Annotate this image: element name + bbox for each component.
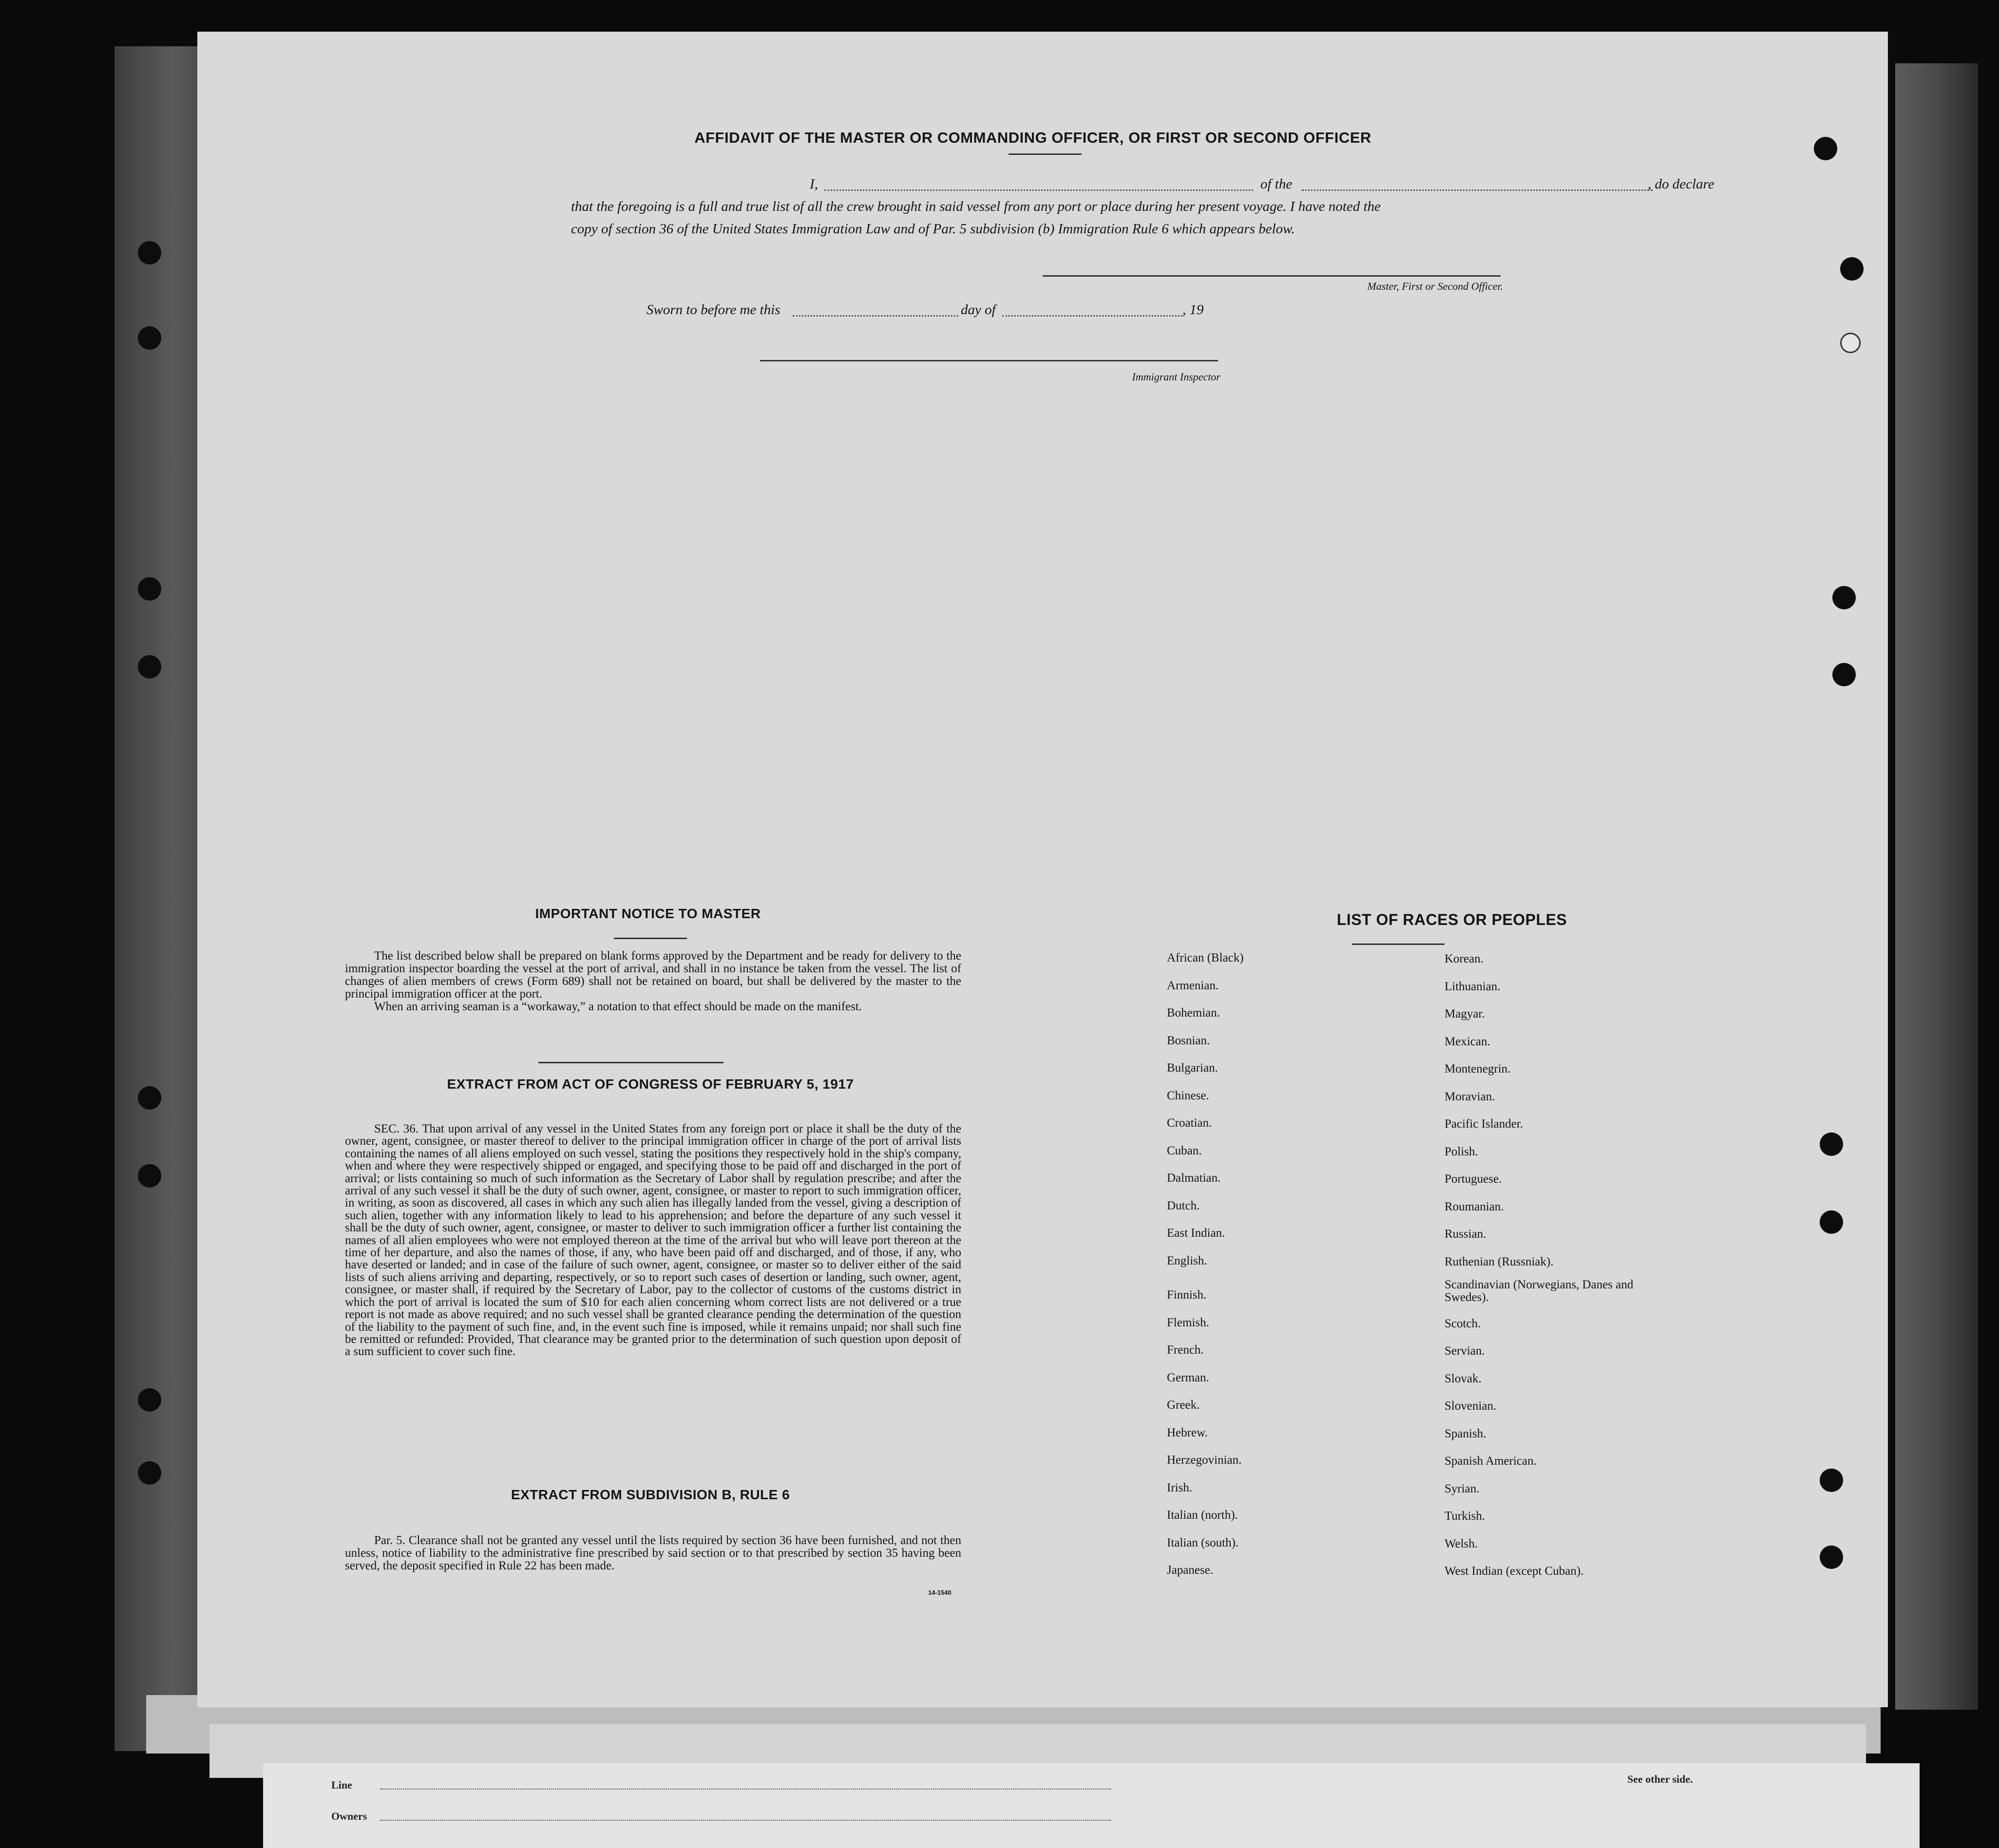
race-item: Slovenian. [1445, 1399, 1497, 1413]
extract-act-body [345, 1123, 961, 1358]
race-item: Flemish. [1167, 1316, 1209, 1329]
race-item: Irish. [1167, 1481, 1193, 1494]
race-item: Chinese. [1167, 1089, 1209, 1102]
owners-dotted-field [380, 1820, 1111, 1821]
affidavit-line-2: that the foregoing is a full and true list of all the crew brought in said vessel from any port or place during her present voyage. I have noted the [571, 199, 1381, 214]
race-item: West Indian (except Cuban). [1445, 1565, 1584, 1578]
binder-hole [138, 1461, 161, 1485]
race-item: Polish. [1445, 1145, 1478, 1158]
notice-body [345, 950, 961, 1013]
race-item: Roumanian. [1445, 1200, 1504, 1213]
inspector-caption: Immigrant Inspector [1132, 371, 1220, 383]
extract-act-title: EXTRACT FROM ACT OF CONGRESS OF FEBRUARY 5, 1917 [447, 1076, 854, 1092]
race-item: Scandinavian (Norwegians, Danes and Swedes). [1445, 1278, 1634, 1304]
punch-hole [1832, 586, 1856, 609]
affidavit-line-3: copy of section 36 of the United States Immigration Law and of Par. 5 subdivision (b) Immigration Rule 6 which appears below. [571, 221, 1295, 237]
binder-hole [138, 1164, 161, 1188]
notice-paragraph-1: The list described below shall be prepared on blank forms approved by the Department and be ready for delivery to the immigration inspector boarding the vessel at the port of arrival, and shall in no instance be taken from the vessel. The list of changes of alien members of crews (Form 689) shall not be retained on board, but shall be delivered by the master to the principal immigration officer at the port. [345, 949, 961, 1000]
i-label: I, [810, 176, 818, 192]
race-item: Syrian. [1445, 1482, 1480, 1495]
vessel-field [1302, 189, 1653, 191]
year-label: , 19 [1182, 302, 1204, 318]
race-item: East Indian. [1167, 1226, 1225, 1240]
race-item: Dalmatian. [1167, 1171, 1221, 1185]
punch-hole [1840, 257, 1864, 281]
notice-rule [614, 938, 687, 939]
extract-rule-body [345, 1534, 961, 1572]
race-item: Japanese. [1167, 1564, 1214, 1577]
race-item: Mexican. [1445, 1035, 1490, 1048]
race-item: Ruthenian (Russniak). [1445, 1255, 1554, 1268]
extract-rule-title: EXTRACT FROM SUBDIVISION B, RULE 6 [511, 1487, 790, 1502]
sworn-month-field [1002, 315, 1182, 317]
race-item: Dutch. [1167, 1199, 1200, 1212]
title-rule [1009, 153, 1082, 155]
owners-label: Owners [331, 1810, 367, 1822]
race-item: English. [1167, 1254, 1207, 1267]
race-item: Montenegrin. [1445, 1062, 1511, 1075]
binder-hole [138, 577, 161, 601]
section-36-text: SEC. 36. That upon arrival of any vessel in the United States from any foreign port or place it shall be the duty of the owner, agent, consignee, or master thereof to deliver to the principal immigration officer in charge of the port of arrival lists containing the names of all aliens employed on such vessel, stating the positions they respectively hold in the ship's company, when and where they were respectively shipped or engaged, and specifying those to be paid off and discharged in the port of arrival; or lists containing so much of such information as the Secretary of Labor shall by regulation prescribe; and after the arrival of any such vessel it shall be the duty of such owner, agent, consignee, or master to report to such immigration officer, in writing, as soon as discovered, all cases in which any such alien has illegally landed from the vessel, giving a description of such alien, together with any information likely to lead to his apprehension; and before the departure of any such vessel it shall be the duty of such owner, agent, consignee, or master to deliver to such immigration officer a further list containing the names of all alien employees who were not employed thereon at the time of the arrival but who will leave port thereon at the time of her departure, and also the names of those, if any, who have been paid off and discharged, and of those, if any, who have deserted or landed; and in case of the failure of such owner, agent, consignee, or master so to deliver either of the said lists of such aliens arriving and departing, respectively, or so to report such cases of desertion or landing, such owner, agent, consignee, or master shall, if required by the Secretary of Labor, pay to the collector of customs of the customs district in which the port of arrival is located the sum of $10 for each alien concerning whom correct lists are not delivered or a true report is not made as above required; and no such vessel shall be granted clearance pending the determination of the question of the liability to the payment of such fine, and, in the event such fine is imposed, while it remains unpaid; nor shall such fine be remitted or refunded: Provided, That clearance may be granted prior to the determination of such question upon deposit of a sum sufficient to cover such fine. [345, 1122, 961, 1358]
race-item: Spanish. [1445, 1427, 1486, 1440]
bottom-sheet [263, 1763, 1920, 1848]
notice-paragraph-2: When an arriving seaman is a “workaway,” a notation to that effect should be made on the manifest. [374, 1000, 862, 1013]
binder-hole [138, 1086, 161, 1110]
race-item: Hebrew. [1167, 1426, 1208, 1439]
race-item: Bosnian. [1167, 1034, 1210, 1047]
do-declare-label: , do declare [1648, 176, 1714, 192]
race-item: Korean. [1445, 952, 1484, 965]
punch-hole [1814, 137, 1837, 160]
affidavit-page [197, 32, 1888, 1707]
race-item: Turkish. [1445, 1509, 1485, 1523]
binder-right-edge [1895, 63, 1978, 1710]
race-item: Bulgarian. [1167, 1061, 1218, 1075]
sworn-label: Sworn to before me this [647, 302, 781, 318]
races-rule [1352, 943, 1445, 945]
race-item: Russian. [1445, 1227, 1486, 1241]
race-item: French. [1167, 1343, 1204, 1357]
line-dotted-field [380, 1789, 1111, 1790]
race-item: Italian (south). [1167, 1536, 1239, 1549]
race-item: Lithuanian. [1445, 980, 1501, 993]
punch-hole [1832, 663, 1856, 686]
punch-hole [1840, 333, 1861, 353]
punch-hole [1820, 1210, 1843, 1234]
name-field [824, 189, 1253, 191]
race-item: Finnish. [1167, 1288, 1207, 1301]
race-item: Greek. [1167, 1398, 1200, 1412]
sworn-day-field [793, 315, 958, 317]
binder-hole [138, 1388, 161, 1412]
master-caption: Master, First or Second Officer. [1367, 280, 1503, 292]
of-the-label: of the [1260, 176, 1293, 192]
races-right-column [1445, 952, 1698, 1624]
race-item: Herzegovinian. [1167, 1453, 1242, 1467]
section-divider [538, 1062, 723, 1063]
day-of-label: day of [961, 302, 996, 318]
race-item: Slovak. [1445, 1372, 1482, 1385]
race-item: Portuguese. [1445, 1172, 1502, 1186]
binder-hole [138, 326, 161, 350]
par-5-text: Par. 5. Clearance shall not be granted any vessel until the lists required by section 36 have been furnished, and not then unless, notice of liability to the administrative fine prescribed by said section or to that prescribed by section 35 having been served, the deposit specified in Rule 22 has been made. [345, 1534, 961, 1572]
races-title: LIST OF RACES OR PEOPLES [1336, 911, 1567, 928]
race-item: Scotch. [1445, 1317, 1481, 1330]
notice-title: IMPORTANT NOTICE TO MASTER [535, 906, 761, 921]
race-item: Welsh. [1445, 1537, 1478, 1550]
race-item: German. [1167, 1371, 1209, 1384]
race-item: Pacific Islander. [1445, 1117, 1523, 1131]
binder-hole [138, 241, 161, 264]
punch-hole [1820, 1546, 1843, 1569]
race-item: Spanish American. [1445, 1454, 1537, 1468]
inspector-signature-line [760, 360, 1218, 361]
race-item: Cuban. [1167, 1144, 1202, 1157]
race-item: Croatian. [1167, 1116, 1212, 1130]
master-signature-line [1043, 275, 1501, 277]
form-number: 14-1540 [928, 1589, 952, 1596]
race-item: Magyar. [1445, 1007, 1485, 1020]
line-label: Line [331, 1779, 352, 1791]
race-item: Moravian. [1445, 1090, 1495, 1103]
race-item: Bohemian. [1167, 1006, 1220, 1019]
punch-hole [1820, 1132, 1843, 1156]
binder-hole [138, 655, 161, 679]
sworn-line [647, 299, 1377, 323]
race-item: Servian. [1445, 1344, 1485, 1358]
race-item: Italian (north). [1167, 1509, 1238, 1522]
affidavit-line-1 [610, 173, 1731, 197]
affidavit-title: AFFIDAVIT OF THE MASTER OR COMMANDING OFFICER, OR FIRST OR SECOND OFFICER [694, 129, 1371, 146]
race-item: African (Black) [1167, 951, 1244, 964]
bottom-sheet-note: See other side. [1627, 1773, 1693, 1785]
races-left-column [1167, 951, 1410, 1623]
punch-hole [1820, 1469, 1843, 1492]
race-item: Armenian. [1167, 979, 1219, 992]
